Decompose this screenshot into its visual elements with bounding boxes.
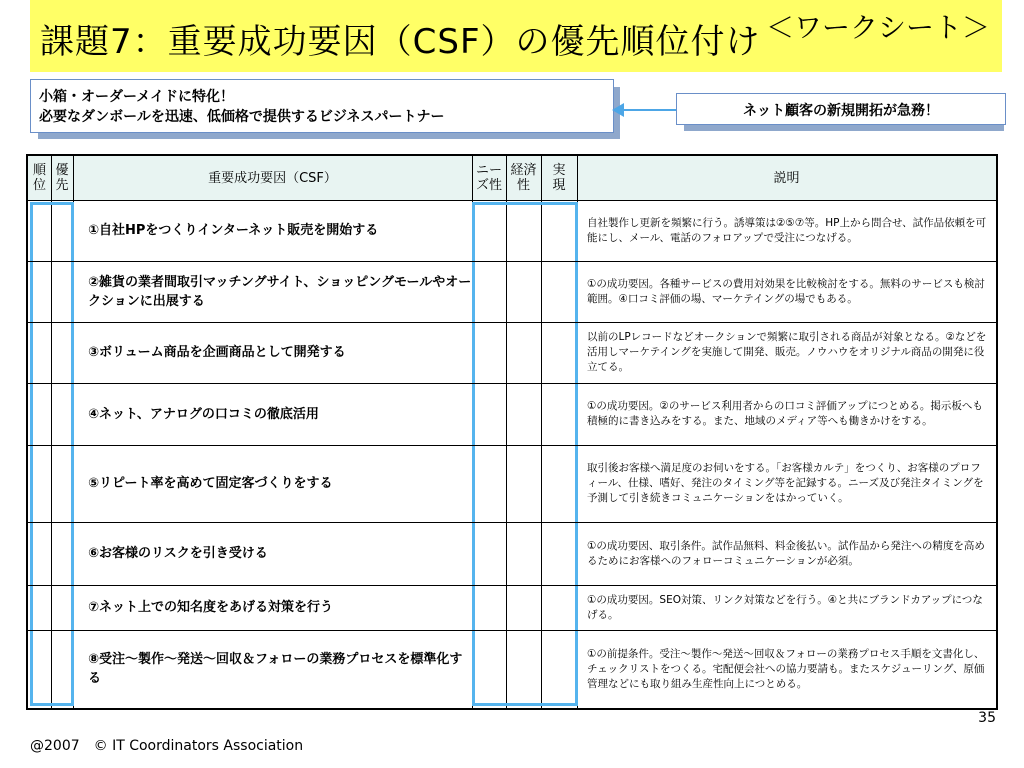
callout-left-line1: 小箱・オーダーメイドに特化！ xyxy=(39,89,235,105)
header-rank: 順位 xyxy=(32,163,46,193)
csf-row-1: ①自社HPをつくりインターネット販売を開始する xyxy=(88,223,379,238)
desc-row-6: ①の成功要因、取引条件。試作品無料、料金後払い。試作品から発注への精度を高めるためにお客様へのフォローコミュニケーションが必須。 xyxy=(587,539,985,567)
arrow-line xyxy=(620,109,676,111)
desc-row-5: 取引後お客様へ満足度のお伺いをする。「お客様カルテ」をつくり、お客様のプロフィール、仕様、嗜好、発注のタイミング等を記録する。ニーズ及び発注タイミングを予測して引き続きコミュニケーションをはかっていく。 xyxy=(587,462,984,504)
desc-row-3: 以前のLPレコードなどオークションで頻繁に取引される商品が対象となる。②などを活用しマーケテイングを実施して開発、販売。ノウハウをオリジナル商品の開発に役立てる。 xyxy=(587,331,987,373)
csf-row-4: ④ネット、アナログの口コミの徹底活用 xyxy=(88,406,319,422)
callout-left xyxy=(30,79,614,133)
header-csf: 重要成功要因（CSF） xyxy=(208,170,337,186)
csf-row-7: ⑦ネット上での知名度をあげる対策を行う xyxy=(88,600,334,615)
desc-row-2: ①の成功要因。各種サービスの費用対効果を比較検討をする。無料のサービスも検討範囲。④口コミ評価の場、マーケテイングの場でもある。 xyxy=(587,277,985,305)
header-economy: 経済性 xyxy=(510,163,537,193)
csf-row-5: ⑤リピート率を高めて固定客づくりをする xyxy=(88,476,333,491)
desc-row-1: 自社製作し更新を頻繁に行う。誘導策は②⑤⑦等。HP上から問合せ、試作品依頼を可能にし、メール、電話のフォロアップで受注につなげる。 xyxy=(587,216,987,244)
desc-row-7: ①の成功要因。SEO対策、リンク対策などを行う。④と共にブランドカアップにつなげる。 xyxy=(587,593,983,621)
csf-table xyxy=(26,154,998,710)
csf-row-3: ③ボリューム商品を企画商品として開発する xyxy=(88,345,346,360)
arrow-left-icon xyxy=(612,103,624,117)
csf-row-6: ⑥お客様のリスクを引き受ける xyxy=(88,546,268,561)
csf-row-2: ②雑貨の業者間取引マッチングサイト、ショッピングモールやオークションに出展する xyxy=(88,274,472,309)
desc-row-8: ①の前提条件。受注～製作～発送～回収＆フォローの業務プロセス手順を文書化し、チェックリストをつくる。宅配便会社への協力要請も。またスケジューリング、原価管理などにも取り組み生産性向上につとめる。 xyxy=(587,647,985,690)
callout-right-text: ネット顧客の新規開拓が急務！ xyxy=(743,103,939,119)
page-title: 課題7：重要成功要因（CSF）の優先順位付け xyxy=(40,22,761,62)
csf-row-8: ⑧受注～製作～発送～回収＆フォローの業務プロセスを標準化する xyxy=(88,652,463,686)
worksheet-label: ＜ワークシート＞ xyxy=(765,11,990,44)
callout-left-line2: 必要なダンボールを迅速、低価格で提供するビジネスパートナー xyxy=(39,109,445,125)
header-needs: ニーズ性 xyxy=(475,163,502,193)
header-feasibility: 実現 xyxy=(552,163,566,193)
header-priority: 優先 xyxy=(55,163,69,193)
page-number: 35 xyxy=(978,710,996,726)
callout-right xyxy=(676,93,1006,125)
desc-row-4: ①の成功要因。②のサービス利用者からの口コミ評価アップにつとめる。掲示板へも積極的に書き込みをする。また、地域のメディア等へも働きかけをする。 xyxy=(587,400,983,427)
footer-copyright: @2007 © IT Coordinators Association xyxy=(30,738,304,754)
title-bar xyxy=(30,0,1002,72)
header-description: 説明 xyxy=(773,170,800,186)
